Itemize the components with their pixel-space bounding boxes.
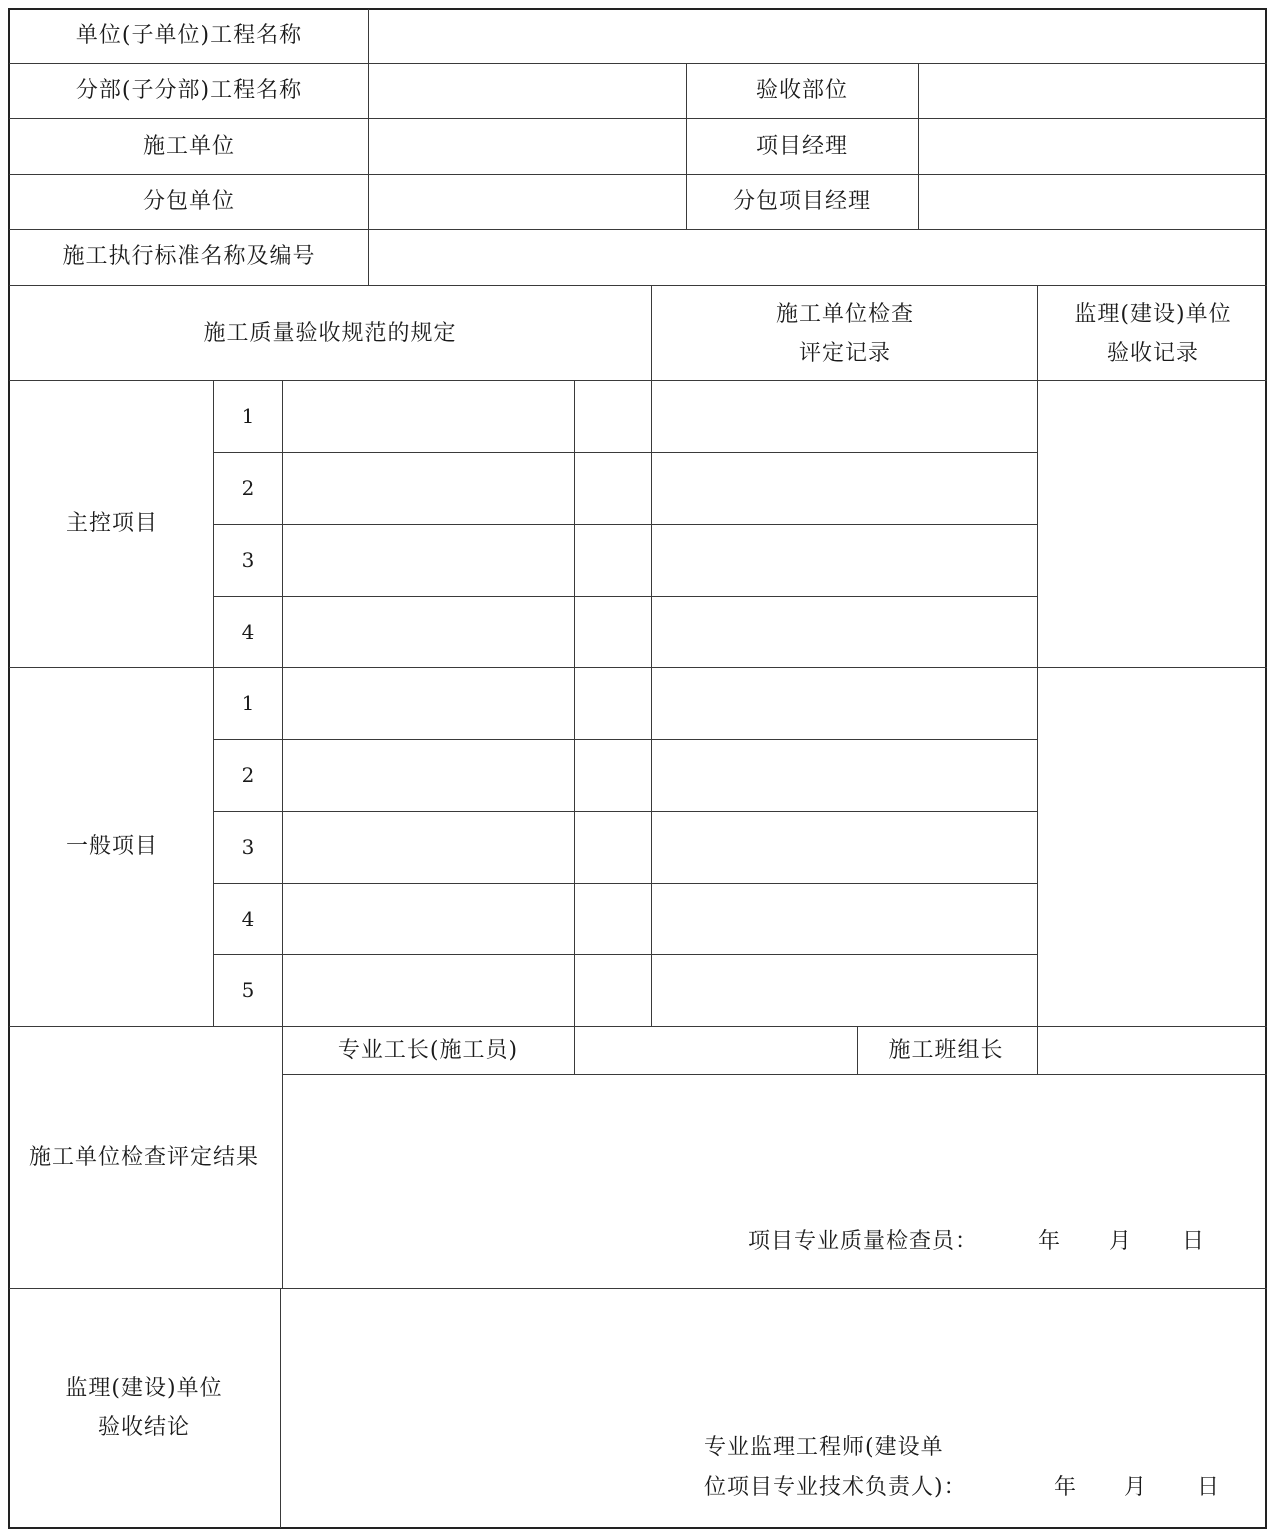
foreman-field[interactable]	[575, 1027, 857, 1074]
supervision-conclusion-label-line1: 监理(建设)单位	[65, 1376, 223, 1401]
construction-check-header-line1: 施工单位检查	[775, 302, 915, 327]
construction-unit-label: 施工单位	[142, 134, 236, 159]
rule	[686, 63, 687, 230]
construction-check-header-line2: 评定记录	[798, 341, 892, 366]
rule	[651, 285, 652, 1027]
main-item-number: 1	[241, 404, 255, 428]
supervision-header-line1: 监理(建设)单位	[1074, 302, 1232, 327]
project-manager-label: 项目经理	[755, 134, 849, 159]
standard-name-field[interactable]	[369, 230, 1266, 285]
standard-name-label: 施工执行标准名称及编号	[62, 244, 316, 269]
subcontract-unit-field[interactable]	[369, 175, 685, 229]
rule	[213, 883, 1038, 884]
general-items-label: 一般项目	[65, 834, 159, 859]
spec-column-header: 施工质量验收规范的规定	[203, 321, 457, 346]
main-item-number: 4	[241, 620, 255, 644]
result-day: 日	[1182, 1229, 1206, 1254]
rule	[574, 380, 575, 1075]
rule	[213, 380, 214, 1027]
team-leader-label: 施工班组长	[888, 1038, 1004, 1063]
general-item-number: 4	[241, 907, 255, 931]
construction-unit-field[interactable]	[369, 119, 685, 174]
unit-project-name-field[interactable]	[369, 10, 1266, 63]
sub-project-name-field[interactable]	[369, 64, 685, 118]
rule	[1037, 380, 1038, 1075]
quality-inspector-label: 项目专业质量检查员：	[748, 1229, 979, 1254]
acceptance-part-field[interactable]	[919, 64, 1266, 118]
acceptance-part-label: 验收部位	[755, 78, 849, 103]
sub-project-name-label: 分部(子分部)工程名称	[75, 78, 303, 103]
main-items-label: 主控项目	[65, 511, 159, 536]
project-manager-field[interactable]	[919, 119, 1266, 174]
conclusion-day: 日	[1197, 1475, 1221, 1500]
unit-project-name-label: 单位(子单位)工程名称	[75, 23, 303, 48]
conclusion-year: 年	[1054, 1475, 1078, 1500]
rule	[213, 739, 1038, 740]
general-item-number: 3	[241, 835, 255, 859]
rule	[9, 285, 1267, 286]
supervision-conclusion-label-line2: 验收结论	[97, 1415, 191, 1440]
subcontract-unit-label: 分包单位	[142, 189, 236, 214]
supervision-header-line2: 验收记录	[1106, 341, 1200, 366]
rule	[213, 524, 1038, 525]
team-leader-field[interactable]	[1038, 1027, 1266, 1074]
rule	[1037, 285, 1038, 381]
rule	[213, 596, 1038, 597]
construction-result-label: 施工单位检查评定结果	[28, 1145, 260, 1170]
main-item-number: 2	[241, 476, 255, 500]
rule	[213, 811, 1038, 812]
subcontract-pm-label: 分包项目经理	[732, 189, 872, 214]
general-item-number: 1	[241, 691, 255, 715]
foreman-label: 专业工长(施工员)	[337, 1038, 519, 1063]
general-item-number: 5	[241, 978, 255, 1002]
rule	[9, 380, 1267, 381]
rule	[213, 954, 1038, 955]
supervising-engineer-line1: 专业监理工程师(建设单	[704, 1435, 944, 1460]
conclusion-month: 月	[1124, 1475, 1148, 1500]
main-item-number: 3	[241, 548, 255, 572]
subcontract-pm-field[interactable]	[919, 175, 1266, 229]
general-item-number: 2	[241, 763, 255, 787]
rule	[857, 1026, 858, 1075]
supervising-engineer-line2: 位项目专业技术负责人)：	[704, 1475, 967, 1500]
rule	[9, 667, 1267, 668]
result-year: 年	[1038, 1229, 1062, 1254]
result-month: 月	[1109, 1229, 1133, 1254]
rule	[213, 452, 1038, 453]
